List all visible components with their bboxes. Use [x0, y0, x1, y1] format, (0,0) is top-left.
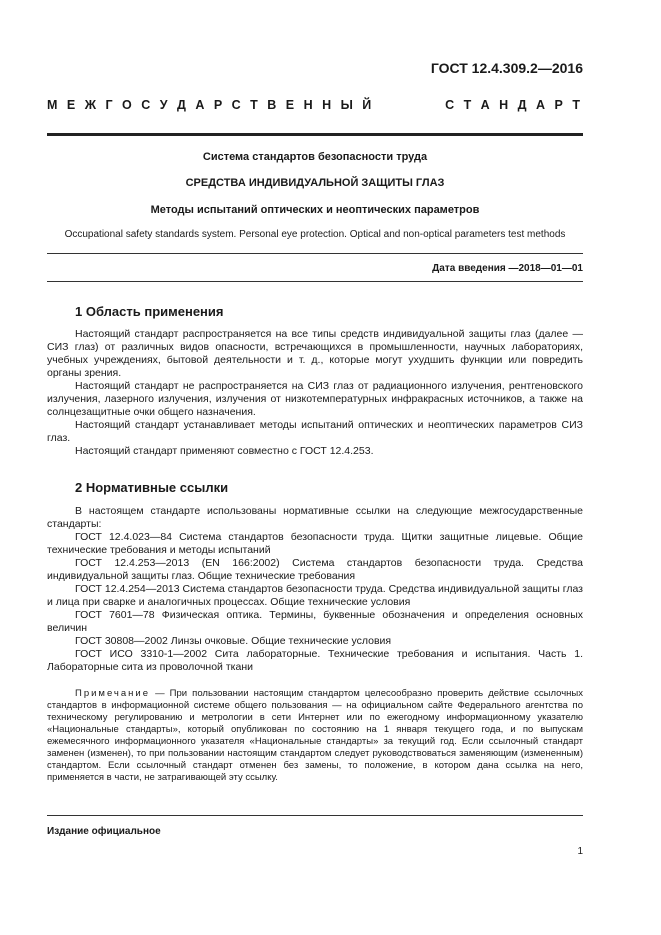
introduction-date: Дата введения —2018—01—01 [432, 263, 583, 274]
section-1-heading: 1 Область применения [75, 304, 224, 319]
subtitle: Методы испытаний оптических и неоптических параметров [150, 204, 480, 216]
reference-item: ГОСТ 12.4.023—84 Система стандартов безопасности труда. Щитки защитные лицевые. Общие технические требования и методы испытаний [47, 531, 583, 556]
paragraph: В настоящем стандарте использованы нормативные ссылки на следующие межгосударственные стандарты: [47, 505, 583, 530]
document-code: ГОСТ 12.4.309.2—2016 [430, 60, 583, 76]
main-title: СРЕДСТВА ИНДИВИДУАЛЬНОЙ ЗАЩИТЫ ГЛАЗ [185, 177, 445, 189]
date-divider [47, 281, 583, 282]
reference-item: ГОСТ 7601—78 Физическая оптика. Термины, буквенные обозначения и определения основных величин [47, 609, 583, 634]
paragraph: Настоящий стандарт применяют совместно с ГОСТ 12.4.253. [75, 445, 374, 457]
paragraph: Настоящий стандарт устанавливает методы испытаний оптических и неоптических параметров СИЗ глаз. [47, 419, 583, 444]
note-text: — При пользовании настоящим стандартом целесообразно проверить действие ссылочных стандартов в информационной системе общего пользования — на официальном сайте Федерального агентства по техническому регулированию и метрологии в сети Интернет или по ежегодному информационному указателю «Национальные стандарты», который опубликован по состоянию на 1 января текущего года, и по выпускам ежемесячного информационного указателя «Национальные стандарты» за текущий год. Если ссылочный стандарт заменен (изменен), то при пользовании настоящим стандартом следует руководствоваться заменяющим (измененным) стандартом. Если ссылочный стандарт отменен без замены, то положение, в котором дана ссылка на него, применяется в части, не затрагивающей эту ссылку. [47, 688, 583, 783]
reference-item: ГОСТ 12.4.254—2013 Система стандартов безопасности труда. Средства индивидуальной защиты глаз и лица при сварке и аналогичных процессах. Общие технические условия [47, 583, 583, 608]
paragraph: Настоящий стандарт распространяется на все типы средств индивидуальной защиты глаз (далее — СИЗ глаз) от различных видов опасности, встречающихся в промышленности, научных лабораториях, учебных учреждениях, бытовой деятельности и т. д., которые могут ухудшить функции или повредить органы зрения. [47, 328, 583, 379]
reference-item: ГОСТ ИСО 3310-1—2002 Сита лабораторные. Технические требования и испытания. Часть 1. Лабораторные сита из проволочной ткани [47, 648, 583, 673]
note-label: Примечание [75, 688, 150, 699]
page-number: 1 [577, 846, 583, 857]
english-title: Occupational safety standards system. Personal eye protection. Optical and non-optical parameters test methods [64, 229, 566, 240]
footer-rule [47, 815, 583, 816]
section-1-body [47, 328, 583, 458]
system-title: Система стандартов безопасности труда [202, 151, 428, 163]
note [47, 688, 583, 784]
standard-word: С Т А Н Д А Р Т [445, 98, 583, 112]
paragraph: Настоящий стандарт не распространяется на СИЗ глаз от радиационного излучения, рентгеновского излучения, лазерного излучения, излучения от низкотемпературных инфракрасных источников, а также на солнцезащитные очки общего назначения. [47, 380, 583, 418]
interstate-standard-banner [47, 98, 583, 112]
interstate-word: М Е Ж Г О С У Д А Р С Т В Е Н Н Ы Й [47, 98, 375, 112]
header-rule [47, 133, 583, 136]
official-edition: Издание официальное [47, 826, 161, 837]
title-divider [47, 253, 583, 254]
reference-item: ГОСТ 30808—2002 Линзы очковые. Общие технические условия [75, 635, 392, 647]
section-2-body [47, 505, 583, 674]
section-2-heading: 2 Нормативные ссылки [75, 480, 229, 495]
reference-item: ГОСТ 12.4.253—2013 (EN 166:2002) Система стандартов безопасности труда. Средства индивидуальной защиты глаз. Общие технические требования [47, 557, 583, 582]
